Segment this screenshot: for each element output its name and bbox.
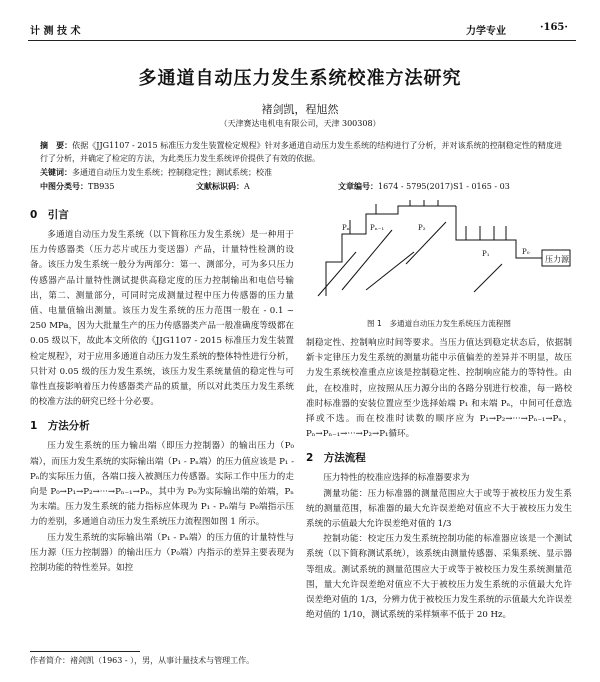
article-number: 文章编号：1674 - 5795(2017)S1 - 0165 - 03 <box>338 182 510 191</box>
page-number: ·165· <box>540 22 568 33</box>
section-1-heading: 1 方法分析 <box>30 420 90 433</box>
left-column <box>30 207 294 576</box>
abstract-text: 依据《JJG1107 - 2015 标准压力发生装置检定规程》针对多通道自动压力发生系统的结构进行了分析，并对该系统的控制稳定性的精度进行了分析，并确定了检定的方法，为此类压力发生系统评价提供了有效的依据。 <box>40 141 563 163</box>
method-paragraph-2: 压力发生系统的实际输出端（P₁ - Pₙ端）的压力值的计量特性与压力源（压力控制器）的输出压力（P₀端）内指示的差异主要表现为控制功能的特性差异。如控 <box>30 532 294 574</box>
flow-paragraph-3: 控制功能：校定压力发生系统控制功能的标准器应该是一个测试系统（以下简称测试系统），该系统由测量传感器、采集系统、显示器等组成。测试系统的测量范围应大于或等于被校压力发生系统测量范围，量大允许误差绝对值应不大于被校压力发生系统的示值最大允许误差绝对值的 1/3，分辨力优于被校压力发生系统的示值最大允许误差绝对值的 1/10，测试系统的采样频率不低于 20 Hz。 <box>306 534 572 621</box>
document-code: 文献标识码：A <box>196 182 250 191</box>
clc-number: 中图分类号：TB935 <box>40 182 115 191</box>
figure-1-caption: 图 1 多通道自动压力发生系统压力流程图 <box>367 319 511 328</box>
label-pn-1: Pₙ₋₁ <box>370 224 385 232</box>
section-label: 力学专业 <box>466 26 506 37</box>
label-p0: P₀ <box>522 248 530 256</box>
keywords-label: 关键词： <box>40 168 72 177</box>
header-rule <box>28 40 576 41</box>
paper-title: 多通道自动压力发生系统校准方法研究 <box>138 68 462 89</box>
flow-paragraph-1: 压力特性的校准应选择的标准器要求为 <box>323 473 470 484</box>
pressure-source-label: 压力源 <box>545 255 569 264</box>
journal-name: 计 测 技 术 <box>30 26 81 37</box>
pipeline-left <box>326 206 456 296</box>
keywords <box>40 167 562 180</box>
abstract <box>40 140 562 165</box>
flow-paragraph-2: 测量功能：压力标准器的测量范围应大于或等于被校压力发生系统的测量范围，标准器的最大允许误差绝对值应不大于被校压力发生系统的示值最大允许误差绝对值的 1/3 <box>306 488 572 530</box>
intro-paragraph: 多通道自动压力发生系统（以下简称压力发生系统）是一种用于压力传感器类（压力芯片或压力变送器）产品，计量特性检测的设备。该压力发生系统一般分为两部分：第一、测部分，可为多只压力传感器产品计量特性测试提供高稳定度的压力控制输出和电信号输出，第二、测量部分，可同时完成测量过程中压力传感器的压力量值、电量值输出测量。该压力发生系统的压力范围一般在 - 0.1 ~ 250 MPa，因为大批量生产的压力传感器类产品一般准确度等级都在 0.05 级以下，故此本文所依的《JJG1107 - 2015 标准压力发生装置检定规程》，对于应用多通道自动压力发生系统的整体特性进行分析，只针对 0.05 级的压力发生系统，该压力发生系统量值的稳定性与可靠性直接影响着压力传感器类产品的质量，所以对此类压力发生系统的校准方法的研究已经十分必要。 <box>30 230 294 408</box>
right-column <box>306 336 572 623</box>
author-footnote: 作者简介：褚剑凯（1963 - ），男，从事计量技术与管理工作。 <box>30 656 255 665</box>
keywords-text: 多通道自动压力发生系统；控制稳定性；测试系统；校准 <box>72 168 272 177</box>
paper-affiliation: （天津赛达电机电有限公司，天津 300308） <box>219 119 381 128</box>
method-paragraph-1: 压力发生系统的压力输出端（即压力控制器）的输出压力（P₀端），而压力发生系统的实际输出端（P₁ - Pₙ端）的压力值应该是 P₁ - Pₙ的实际压力值，各端口接入被测压力传感器。实际工作中压力的走向是 P₀→P₁→P₂→···→Pₙ₋₁→Pₙ，其中为 P₀为实际输出端的始端，Pₙ为末端。压力发生系统的能力指标应体现为 P₁ - Pₙ端与 P₀端指示压力的差别，多通道自动压力发生系统压力流程图如图 1 所示。 <box>30 441 294 528</box>
footnote-rule <box>30 651 140 652</box>
method-paragraph-continued: 制稳定性、控制响应时间等要求。当压力值达到稳定状态后，依据制新卡定律压力发生系统的测量功能中示值偏差的差异并不明显，故压力发生系统校准重点应该是控制稳定性、控制响应能力的等特性。由此，在校准时，应按照从压力源分出的各路分别进行校准，每一路校准时标准器的安装位置应至少选择始端 P₁ 和末端 Pₙ，中间可任意选择或不选。而在校准时读数的顺序应为 P₁→P₂→···→Pₙ₋₁→Pₙ，Pₙ→Pₙ₋₁→···→P₂→P₁循环。 <box>306 338 572 440</box>
label-pn: Pₙ <box>342 224 350 232</box>
abstract-label: 摘 要： <box>40 141 73 150</box>
paper-authors: 褚剑凯，程旭然 <box>261 103 339 116</box>
section-2-heading: 2 方法流程 <box>306 452 366 465</box>
section-0-heading: 0 引言 <box>30 209 69 221</box>
label-p2: P₂ <box>418 224 426 232</box>
label-p1: P₁ <box>482 250 490 258</box>
pressure-flow-diagram <box>306 200 572 312</box>
